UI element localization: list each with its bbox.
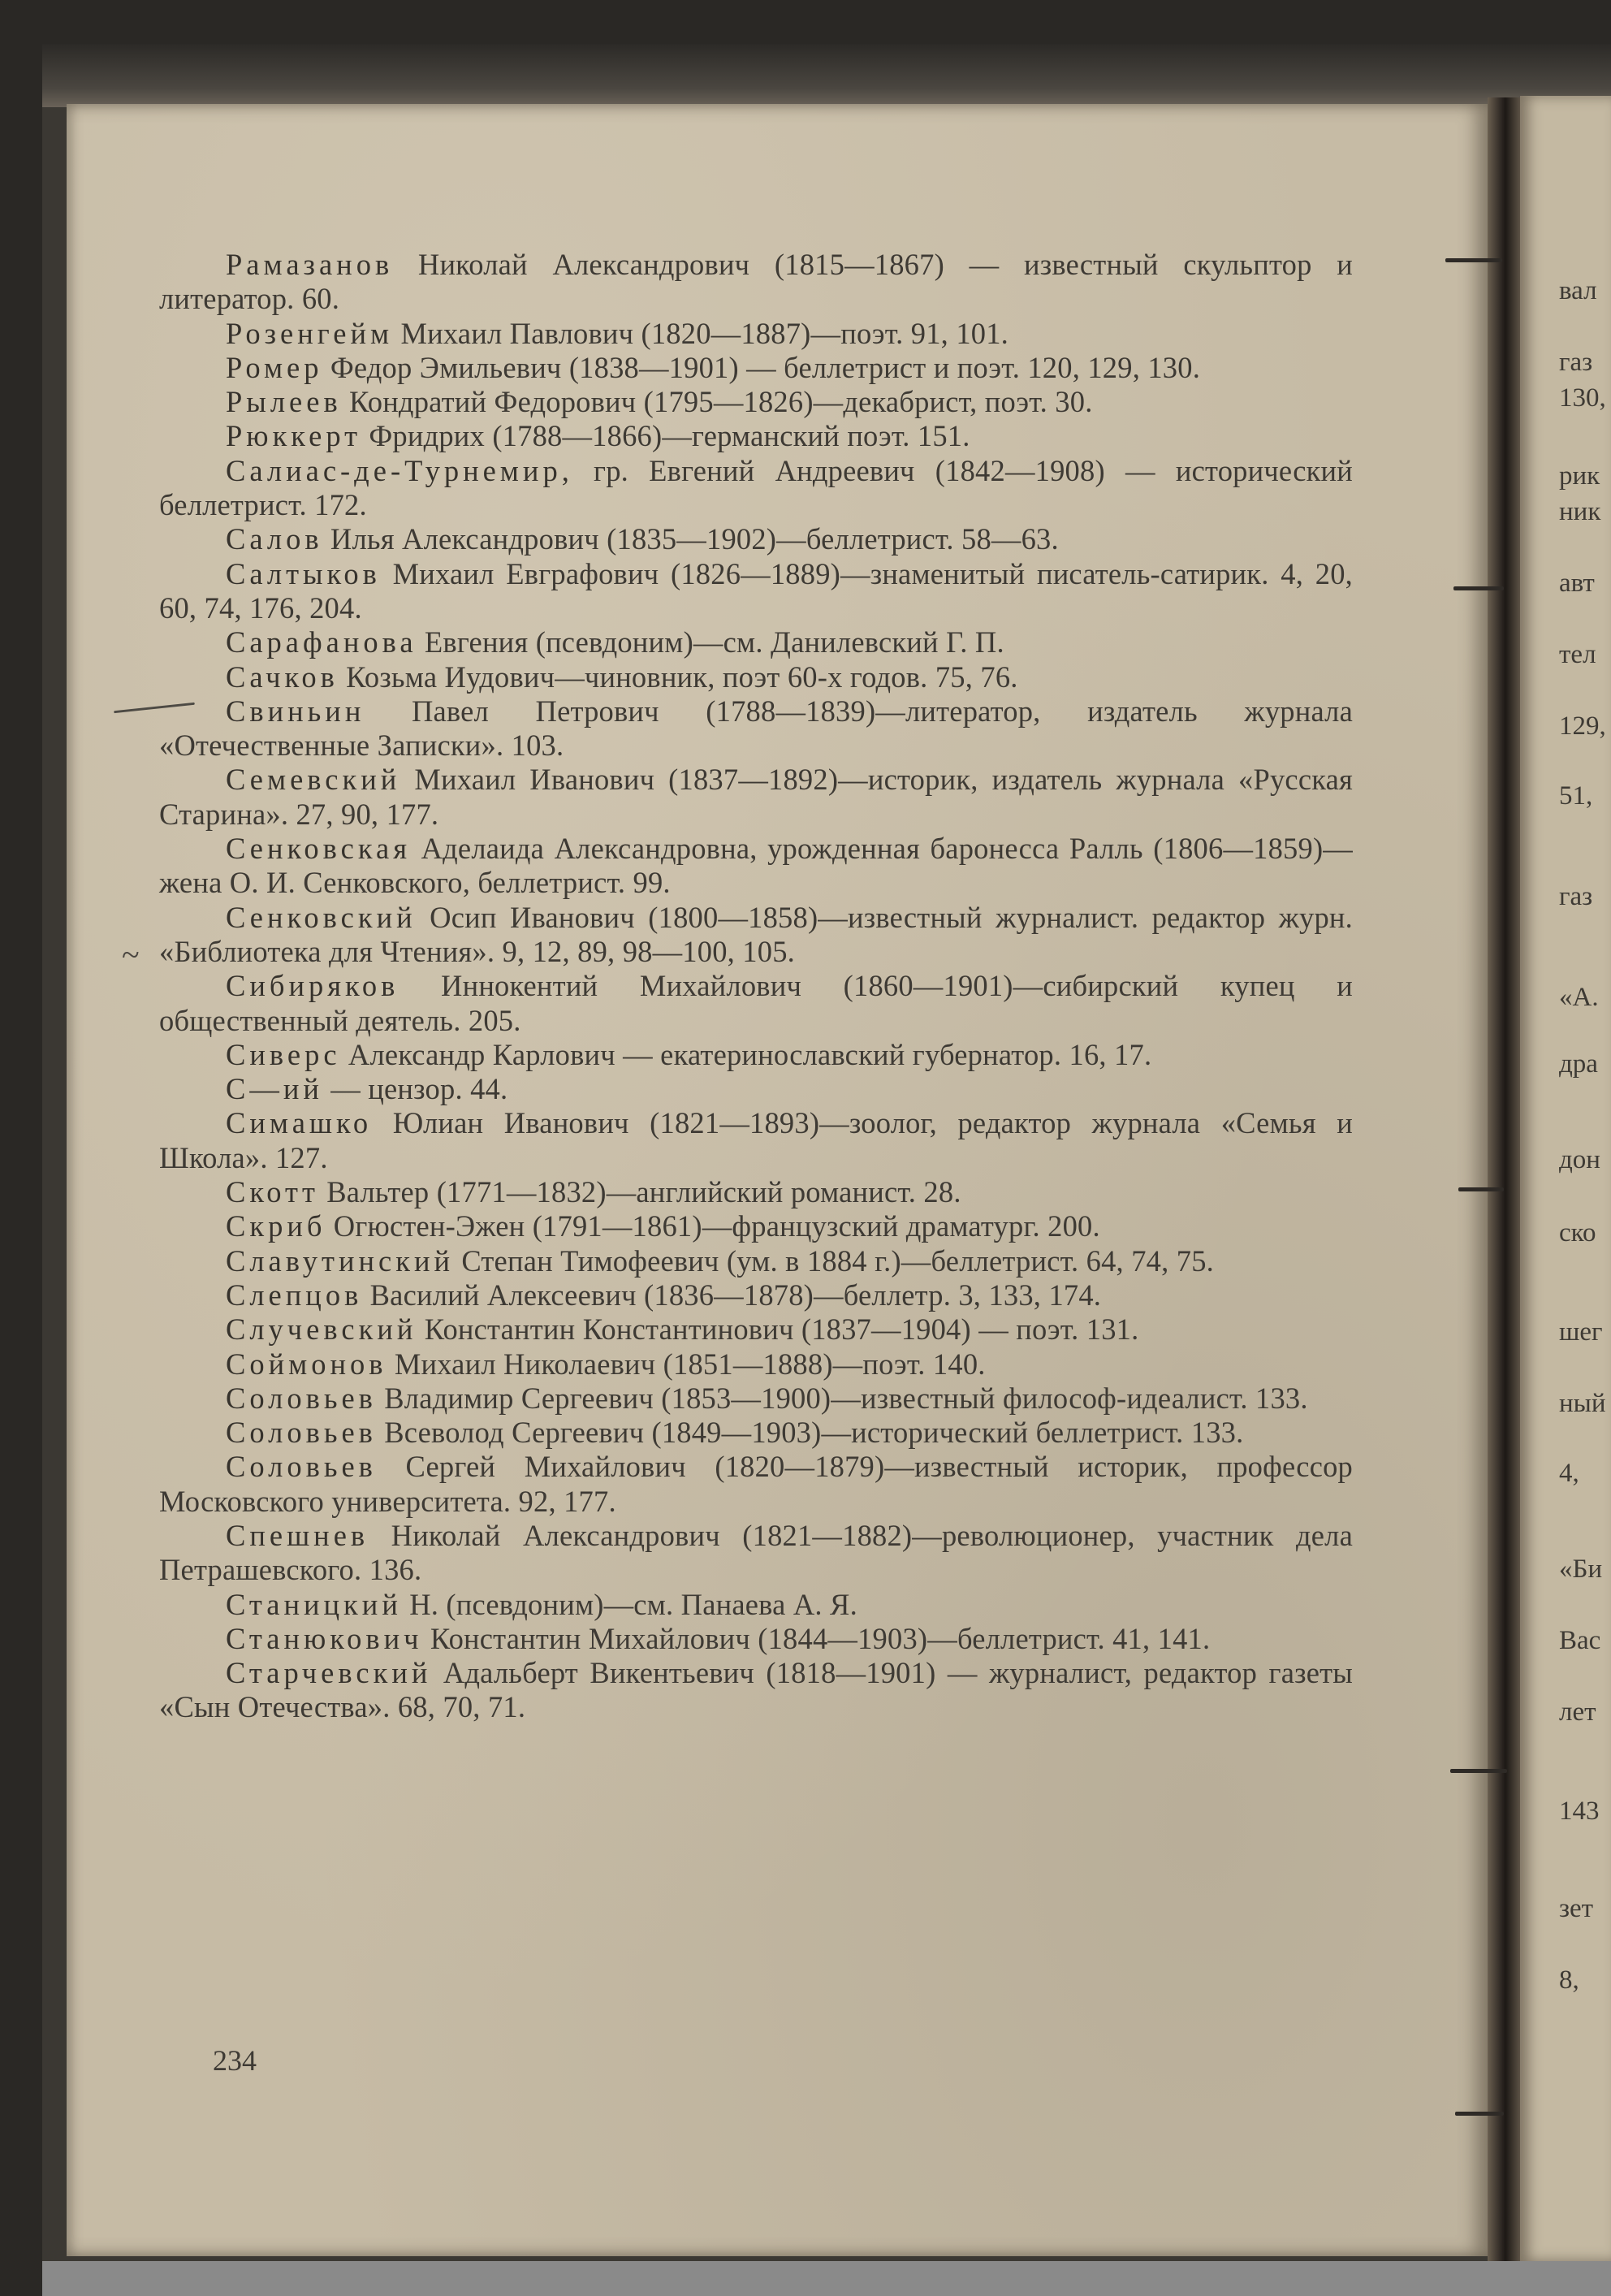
index-entry [159, 763, 1353, 832]
index-entry [159, 557, 1353, 626]
index-entry [159, 1450, 1353, 1519]
entry-name: Соловьев [226, 1416, 377, 1450]
gutter-tick [1458, 1187, 1504, 1191]
entry-text: Михаил Николаевич (1851—1888)—поэт. 140. [387, 1347, 986, 1381]
index-entry [159, 1244, 1353, 1278]
entry-name: Симашко [226, 1106, 373, 1140]
entry-text: Михаил Иванович (1837—1892)—историк, издатель журнала «Русская Старина». 27, 90, 177. [159, 763, 1353, 831]
entry-name: Соймонов [226, 1347, 387, 1381]
pencil-tilde-mark: ~ [122, 936, 140, 973]
entry-text: Михаил Евграфович (1826—1889)—знаменитый писатель-сатирик. 4, 20, 60, 74, 176, 204. [159, 556, 1353, 625]
entry-name: Сиверс [226, 1037, 341, 1071]
index-entry [159, 1381, 1353, 1416]
index-entry [159, 1209, 1353, 1243]
next-page-fragment: 143 [1559, 1797, 1600, 1826]
index-entry [159, 1656, 1353, 1725]
next-page-fragment: лет [1559, 1697, 1596, 1727]
next-page-fragment: 130, [1559, 383, 1606, 413]
entry-name: Слепцов [226, 1278, 363, 1312]
index-entry [159, 454, 1353, 523]
entry-text: Николай Александрович (1821—1882)—революционер, участник дела Петрашевского. 136. [159, 1518, 1353, 1587]
entry-text: Огюстен-Эжен (1791—1861)—французский драматург. 200. [326, 1209, 1100, 1243]
index-entry [159, 660, 1353, 694]
gutter-tick [1453, 586, 1504, 590]
entry-text: Федор Эмильевич (1838—1901) — беллетрист и поэт. 120, 129, 130. [322, 350, 1201, 384]
entry-text: Евгения (псевдоним)—см. Данилевский Г. П. [417, 625, 1004, 659]
gutter-tick [1450, 1769, 1507, 1773]
entry-name: Спешнев [226, 1518, 369, 1552]
next-page-fragment: ный [1559, 1389, 1606, 1418]
book-top-edge [42, 44, 1611, 107]
entry-name: Скотт [226, 1175, 319, 1209]
entry-text: — цензор. 44. [322, 1072, 508, 1106]
entry-name: Салиас-де-Турнемир, [226, 453, 573, 487]
entry-name: Соловьев [226, 1450, 377, 1484]
entry-text: Владимир Сергеевич (1853—1900)—известный философ-идеалист. 133. [376, 1381, 1308, 1415]
entry-text: Николай Александрович (1815—1867) — известный скульптор и литератор. 60. [159, 248, 1353, 316]
entry-name: Станюкович [226, 1621, 423, 1655]
entry-text: Аделаида Александровна, урожденная баронесса Ралль (1806—1859)—жена О. И. Сенковского, беллетрист. 99. [159, 832, 1353, 900]
entry-name: Салов [226, 522, 323, 556]
page-number: 234 [213, 2044, 257, 2077]
entry-name: Сенковская [226, 832, 412, 866]
index-entry [159, 969, 1353, 1038]
entry-text: Степан Тимофеевич (ум. в 1884 г.)—беллетрист. 64, 74, 75. [454, 1243, 1214, 1278]
entry-name: Свиньин [226, 694, 365, 728]
next-page-fragment: газ [1559, 882, 1593, 911]
entry-name: Ромер [226, 350, 323, 384]
entry-text: Кондратий Федорович (1795—1826)—декабрист, поэт. 30. [341, 385, 1093, 419]
entry-text: Константин Михайлович (1844—1903)—беллетрист. 41, 141. [422, 1621, 1211, 1655]
index-entries [159, 248, 1353, 1725]
index-entry [159, 1106, 1353, 1175]
next-page-fragment: Вас [1559, 1626, 1601, 1655]
index-entry [159, 419, 1353, 453]
entry-text: Михаил Павлович (1820—1887)—поэт. 91, 101. [393, 316, 1008, 350]
next-page-fragment: газ [1559, 348, 1593, 377]
entry-name: Салтыков [226, 556, 381, 590]
entry-text: Павел Петрович (1788—1839)—литератор, издатель журнала «Отечественные Записки». 103. [159, 694, 1353, 763]
entry-name: Сарафанова [226, 625, 417, 659]
index-entry [159, 625, 1353, 659]
next-page-text-fragments [1559, 276, 1611, 2014]
entry-name: Скриб [226, 1209, 326, 1243]
scan-bottom-margin [42, 2261, 1611, 2296]
index-entry [159, 1622, 1353, 1656]
entry-name: Соловьев [226, 1381, 377, 1415]
index-entry [159, 317, 1353, 351]
next-page-fragment: «А. [1559, 983, 1599, 1012]
entry-name: Станицкий [226, 1587, 402, 1621]
next-page-fragment: 4, [1559, 1459, 1579, 1488]
next-page-fragment: дра [1559, 1049, 1598, 1079]
entry-text: Н. (псевдоним)—см. Панаева А. Я. [401, 1587, 857, 1621]
entry-text: Адальберт Викентьевич (1818—1901) — журналист, редактор газеты «Сын Отечества». 68, 70, 71. [159, 1656, 1353, 1724]
entry-name: Сачков [226, 659, 339, 694]
next-page-fragment: 129, [1559, 711, 1606, 741]
index-entry [159, 694, 1353, 763]
entry-name: Сенковский [226, 900, 417, 934]
index-entry [159, 522, 1353, 556]
entry-text: Константин Константинович (1837—1904) — поэт. 131. [417, 1312, 1139, 1347]
entry-name: Семевский [226, 763, 401, 797]
index-entry [159, 901, 1353, 970]
index-entry [159, 351, 1353, 385]
next-page-fragment: рик [1559, 461, 1600, 491]
next-page-fragment: шег [1559, 1317, 1603, 1347]
entry-text: Сергей Михайлович (1820—1879)—известный историк, профессор Московского университета. 92, 177. [159, 1450, 1353, 1518]
index-entry [159, 1347, 1353, 1381]
entry-text: Всеволод Сергеевич (1849—1903)—исторический беллетрист. 133. [376, 1416, 1244, 1450]
entry-name: С—ий [226, 1072, 323, 1106]
entry-name: Сибиряков [226, 969, 400, 1003]
entry-name: Рюккерт [226, 419, 362, 453]
entry-text: Козьма Иудович—чиновник, поэт 60-х годов. 75, 76. [338, 659, 1018, 694]
entry-text: Александр Карлович — екатеринославский губернатор. 16, 17. [340, 1037, 1152, 1071]
entry-text: Юлиан Иванович (1821—1893)—зоолог, редактор журнала «Семья и Школа». 127. [159, 1106, 1353, 1174]
entry-name: Случевский [226, 1312, 417, 1347]
entry-text: Фридрих (1788—1866)—германский поэт. 151. [361, 419, 970, 453]
gutter-tick [1445, 258, 1502, 262]
next-page-fragment: зет [1559, 1894, 1594, 1923]
index-entry [159, 1588, 1353, 1622]
entry-text: Осип Иванович (1800—1858)—известный журналист. редактор журн. «Библиотека для Чтения». 9, 12, 89, 98—100, 105. [159, 900, 1353, 968]
entry-text: Василий Алексеевич (1836—1878)—беллетр. 3, 133, 174. [362, 1278, 1102, 1312]
index-entry [159, 1038, 1353, 1072]
index-entry [159, 1072, 1353, 1106]
entry-text: Вальтер (1771—1832)—английский романист. 28. [318, 1175, 961, 1209]
index-entry [159, 1312, 1353, 1347]
gutter-tick [1455, 2112, 1504, 2116]
next-page-fragment: дон [1559, 1145, 1600, 1174]
next-page-fragment: авт [1559, 569, 1595, 598]
next-page-fragment: 51, [1559, 781, 1593, 811]
index-entry [159, 1416, 1353, 1450]
entry-name: Старчевский [226, 1656, 432, 1690]
index-entry [159, 248, 1353, 317]
next-page-fragment: ник [1559, 497, 1601, 526]
entry-text: гр. Евгений Андреевич (1842—1908) — исторический беллетрист. 172. [159, 453, 1353, 522]
index-entry [159, 385, 1353, 419]
book-gutter [1488, 97, 1520, 2261]
index-entry [159, 1175, 1353, 1209]
entry-name: Розенгейм [226, 316, 394, 350]
entry-name: Рамазанов [226, 248, 394, 281]
entry-text: Иннокентий Михайлович (1860—1901)—сибирский купец и общественный деятель. 205. [159, 969, 1353, 1037]
next-page-fragment: тел [1559, 640, 1596, 669]
entry-name: Рылеев [226, 385, 342, 419]
next-page-fragment: «Би [1559, 1554, 1603, 1584]
index-entry [159, 832, 1353, 901]
entry-text: Илья Александрович (1835—1902)—беллетрист. 58—63. [322, 522, 1059, 556]
next-page-fragment: вал [1559, 276, 1597, 305]
next-page-fragment: ско [1559, 1218, 1596, 1247]
next-page-fragment: 8, [1559, 1965, 1579, 1995]
entry-name: Славутинский [226, 1243, 455, 1278]
index-entry [159, 1519, 1353, 1588]
index-entry [159, 1278, 1353, 1312]
